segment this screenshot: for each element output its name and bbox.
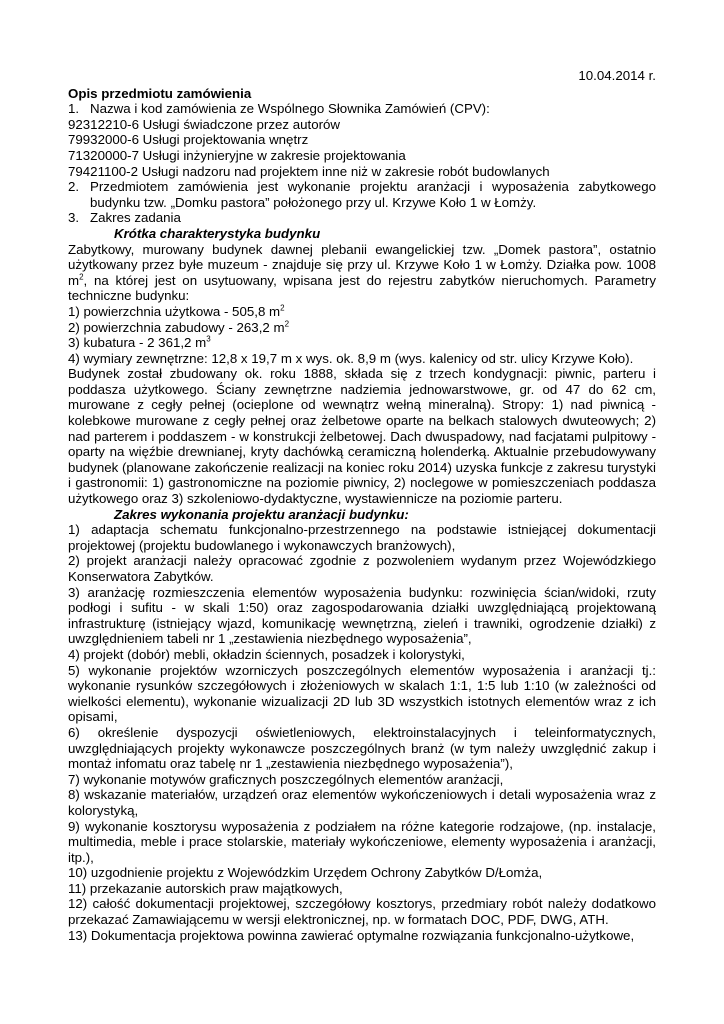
building-description-part-2: , na której jest on usytuowany, wpisana jest do rejestru zabytków nieruchomych. Parametry techniczne budynku:: [68, 272, 656, 304]
scope-item: 6) określenie dyspozycji oświetleniowych, elektroinstalacyjnych i teleinformatycznych, uwzględniających projekty wykonawcze poszczególnych branż (w tym należy uwzględnić zakup i montaż infomatu oraz tabelę nr 1 „zestawienia niezbędnego wyposażenia”),: [68, 724, 656, 772]
cpv-code: 79932000-6 Usługi projektowania wnętrz: [68, 132, 309, 148]
scope-item: 5) wykonanie projektów wzorniczych poszczególnych elementów wyposażenia i aranżacji tj.: wykonanie rysunków szczegółowych i złożeniowych w skalach 1:1, 1:5 lub 1:10 (w zależności od wielkości elementu), wykonanie wizualizacji 2D lub 3D wszystkich istotnych elementów wraz z ich opisami,: [68, 662, 656, 725]
scope-item: 11) przekazanie autorskich praw majątkowych,: [68, 880, 343, 896]
superscript: 2: [280, 303, 285, 313]
scope-item: 8) wskazanie materiałów, urządzeń oraz elementów wykończeniowych i detali wyposażenia wraz z kolorystyką,: [68, 787, 656, 818]
item-2-number: 2.: [68, 179, 80, 195]
document-date: 10.04.2014 r.: [578, 68, 656, 83]
scope-item: 9) wykonanie kosztorysu wyposażenia z podziałem na różne kategorie rodzajowe, (np. instalacje, multimedia, meble i prace stolarskie, materiały wykończeniowe, elementy wyposażenia i aranżacji, itp.),: [68, 818, 656, 865]
superscript: 2: [284, 319, 290, 329]
document-title: Opis przedmiotu zamówienia: [68, 85, 252, 101]
scope-item: 10) uzgodnienie projektu z Wojewódzkim Urzędem Ochrony Zabytków D/Łomża,: [68, 865, 543, 881]
item-3-text: Zakres zadania: [90, 210, 181, 226]
item-2: [68, 179, 656, 210]
cpv-intro-text: Nazwa i kod zamówienia ze Wspólnego Słownika Zamówień (CPV):: [90, 101, 490, 117]
param-item: [68, 304, 656, 320]
section-heading-building: Krótka charakterystyka budynku: [114, 225, 321, 241]
scope-item: 12) całość dokumentacji projektowej, szczegółowy kosztorys, przedmiary robót należy dodatkowo przekazać Zamawiającemu w wersji elektronicznej, np. w formatach DOC, PDF, DWG, ATH.: [68, 896, 656, 928]
param-item: [68, 335, 656, 351]
param-text: 1) powierzchnia użytkowa - 505,8 m: [68, 303, 281, 319]
superscript: 2: [79, 272, 84, 282]
param-text: 3) kubatura - 2 361,2 m: [68, 335, 207, 351]
cpv-intro: [68, 101, 656, 117]
item-3: [68, 210, 656, 226]
cpv-code: 79421100-2 Usługi nadzoru nad projektem inne niż w zakresie robót budowlanych: [68, 163, 550, 179]
scope-item: 4) projekt (dobór) mebli, okładzin ściennych, posadzek i kolorystyki,: [68, 646, 465, 662]
param-text: 2) powierzchnia zabudowy - 263,2 m: [68, 319, 285, 335]
building-description: [68, 242, 656, 304]
section-heading-scope: Zakres wykonania projektu aranżacji budynku:: [114, 506, 409, 522]
scope-item: 7) wykonanie motywów graficznych poszczególnych elementów aranżacji,: [68, 771, 504, 787]
scope-item: 1) adaptacja schematu funkcjonalno-przestrzennego na podstawie istniejącej dokumentacji projektowej (projektu budowlanego i wykonawczych branżowych),: [68, 522, 656, 553]
cpv-code: 92312210-6 Usługi świadczone przez autorów: [68, 116, 341, 132]
superscript: 3: [206, 334, 211, 344]
scope-item: 3) aranżację rozmieszczenia elementów wyposażenia budynku: rozwinięcia ścian/widoki, rzuty podłogi i sufitu - w skali 1:50) oraz zagospodarowania działki uwzględniającą projektowaną infrastrukturę (istniejący wjazd, komunikację wewnętrzną, zieleń i trawniki, ogrodzenie działki) z uwzględnieniem tabeli nr 1 „zestawienia niezbędnego wyposażenia”,: [68, 584, 656, 647]
cpv-intro-number: 1.: [68, 101, 80, 117]
param-item: [68, 351, 656, 367]
item-2-text: Przedmiotem zamówienia jest wykonanie projektu aranżacji i wyposażenia zabytkowego budynku tzw. „Domku pastora” położonego przy ul. Krzywe Koło 1 w Łomży.: [90, 179, 656, 210]
param-item: [68, 320, 656, 336]
param-text: 4) wymiary zewnętrzne: 12,8 x 19,7 m x wys. ok. 8,9 m (wys. kalenicy od str. ulicy Krzywe Koło).: [68, 350, 634, 366]
scope-item: 2) projekt aranżacji należy opracować zgodnie z pozwoleniem wydanym przez Wojewódzkiego Konserwatora Zabytków.: [68, 553, 656, 584]
item-3-number: 3.: [68, 210, 80, 226]
building-construction-paragraph: Budynek został zbudowany ok. roku 1888, składa się z trzech kondygnacji: piwnic, parteru i poddasza użytkowego. Ściany zewnętrzne nadziemia jednowarstwowe, gr. od 47 do 62 cm, murowane z cegły pełnej (ocieplone od wewnątrz wełną mineralną). Stropy: 1) nad piwnicą - kolebkowe murowane z cegły pełnej oraz żelbetowe oparte na belkach stalowych dwuteowych; 2) nad parterem i poddaszem - w konstrukcji żelbetowej. Dach dwuspadowy, nad facjatami pulpitowy - oparty na więźbie drewnianej, kryty dachówką ceramiczną holenderką. Aktualnie przebudowywany budynek (planowane zakończenie realizacji na koniec roku 2014) uzyska funkcje z zakresu turystyki i gastronomii: 1) gastronomiczne na poziomie piwnicy, 2) noclegowe w pomieszczeniach poddasza użytkowego oraz 3) szkoleniowo-dydaktyczne, wystawiennicze na poziomie parteru.: [68, 366, 656, 507]
building-description-part-1: Zabytkowy, murowany budynek dawnej plebanii ewangelickiej tzw. „Domek pastora”, ostatnio użytkowany przez byłe muzeum - znajduje się przy ul. Krzywe Koło 1 w Łomży. Działka pow. 1008 m: [68, 241, 656, 288]
scope-item: 13) Dokumentacja projektowa powinna zawierać optymalne rozwiązania funkcjonalno-użytkowe,: [68, 927, 635, 943]
cpv-code: 71320000-7 Usługi inżynieryjne w zakresie projektowania: [68, 147, 406, 163]
